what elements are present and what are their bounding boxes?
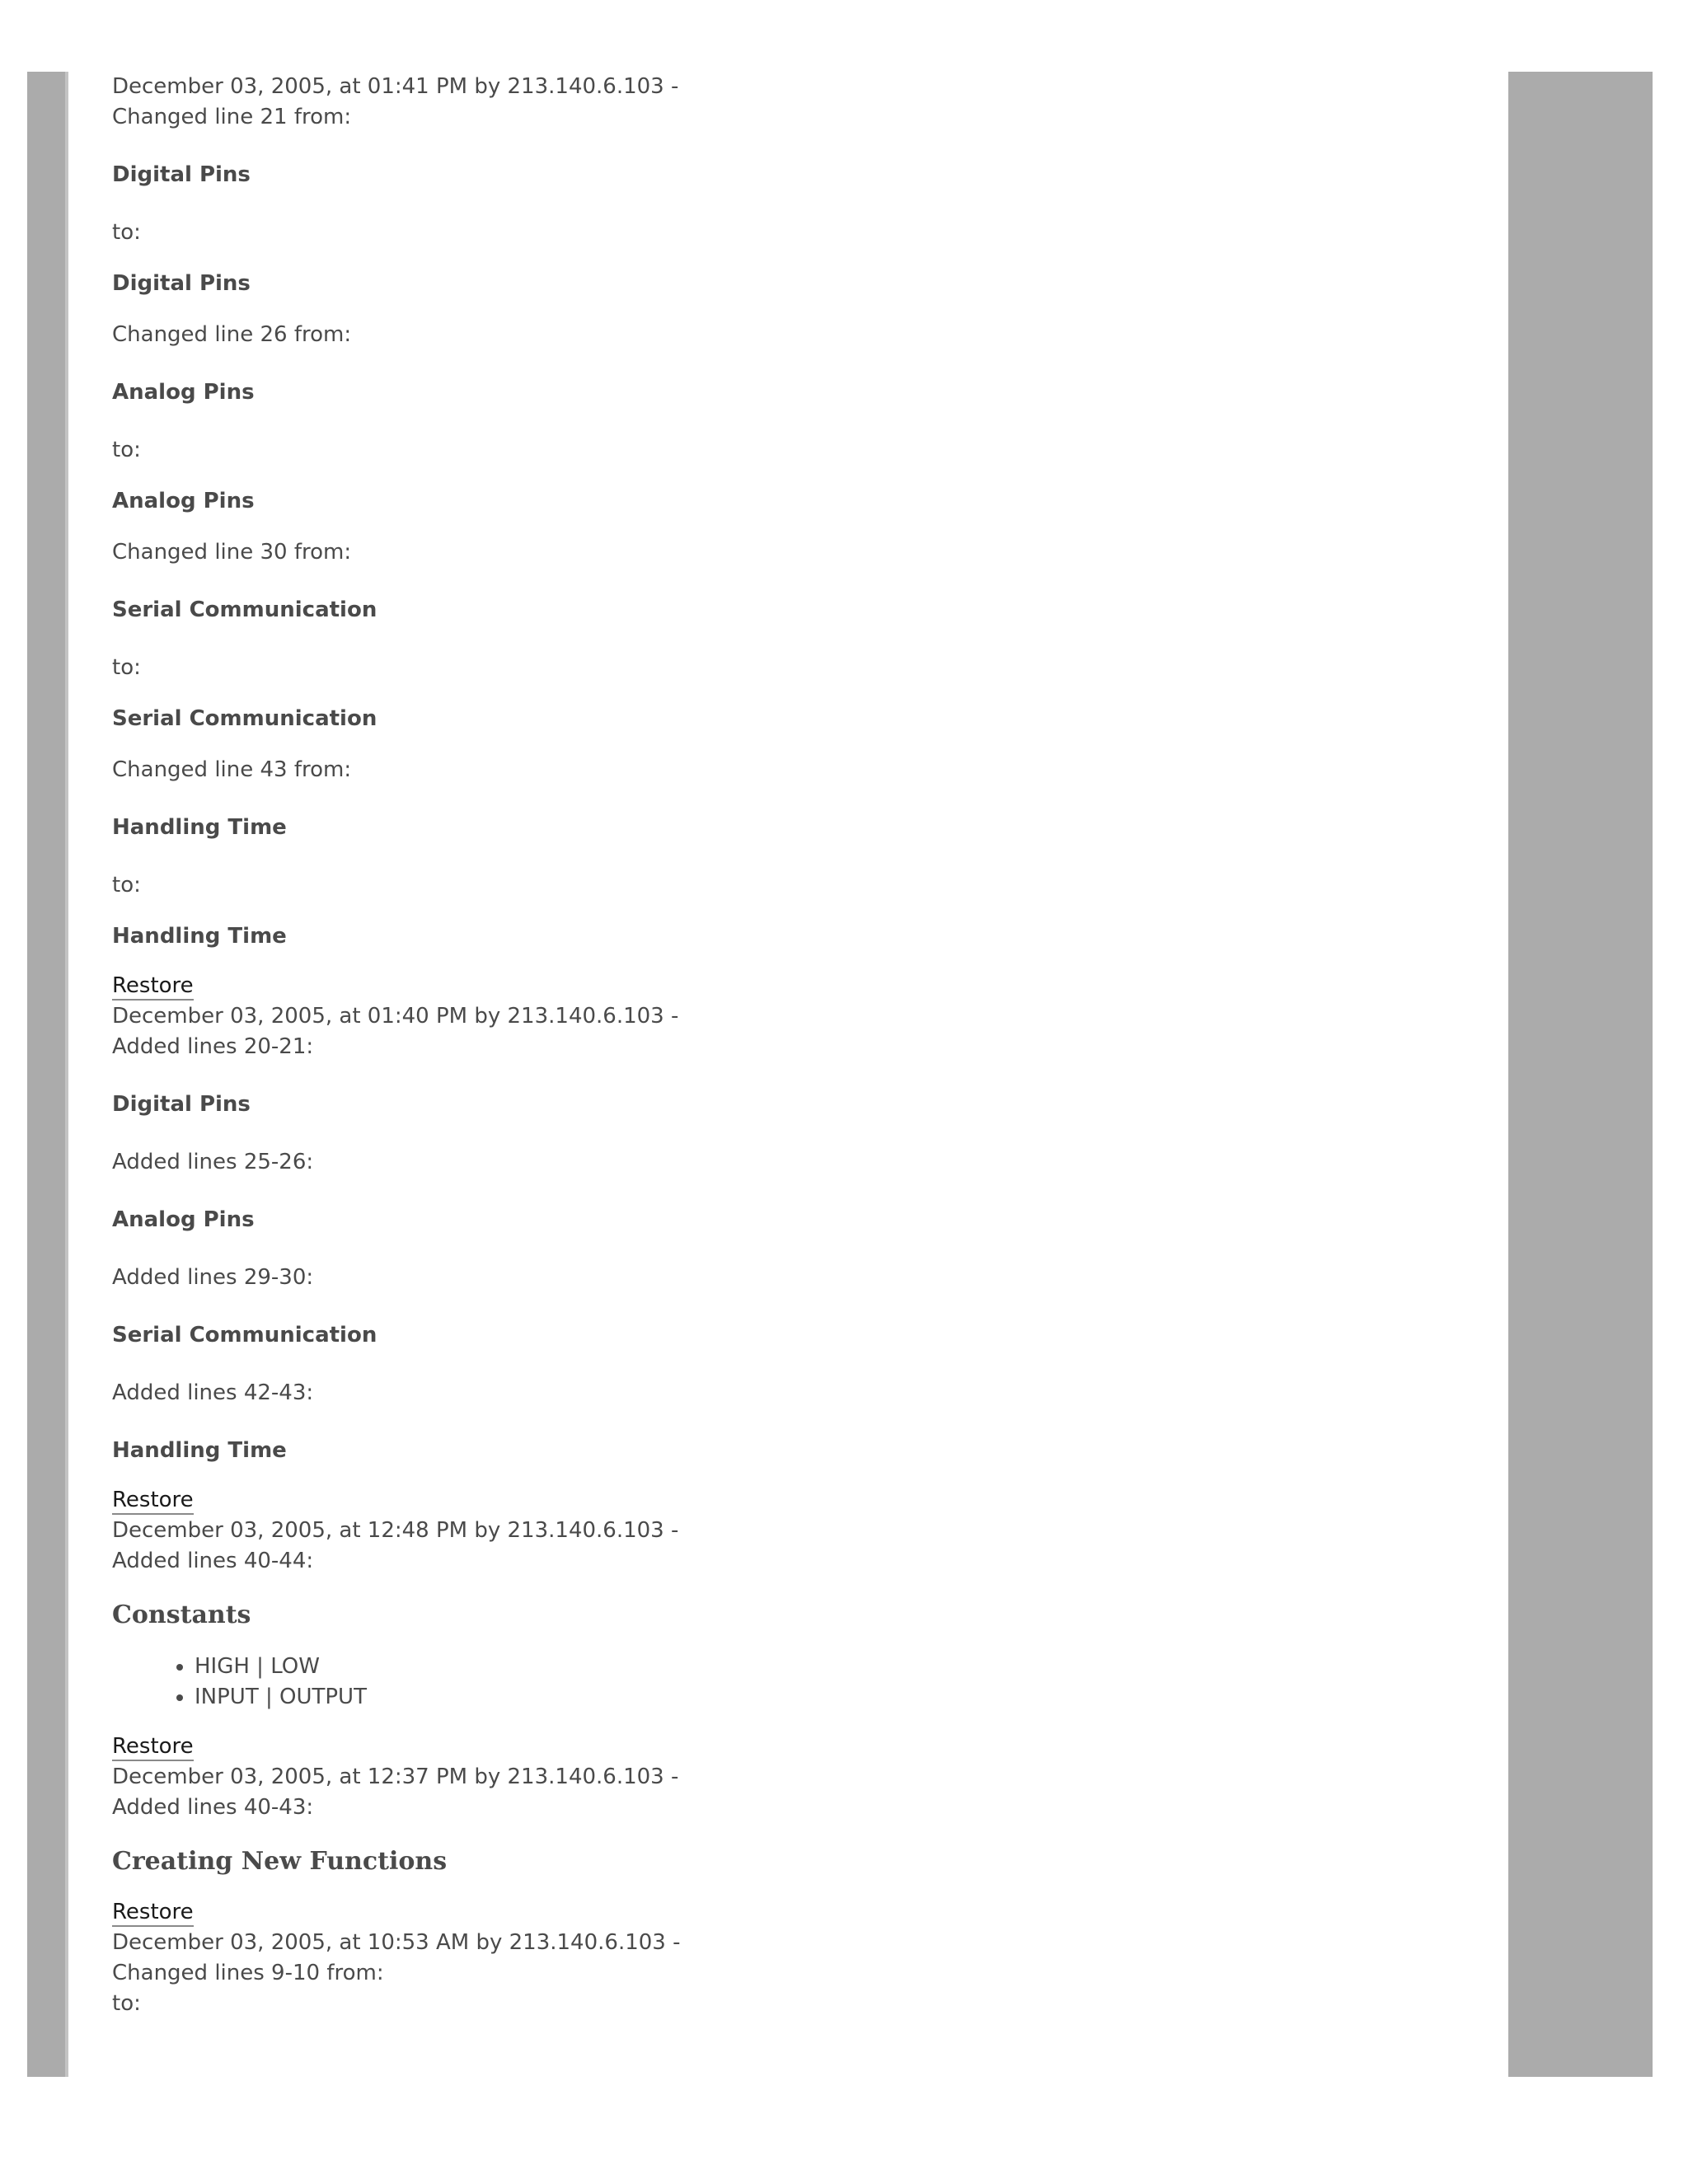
- diff-label: Changed line 30 from:: [112, 540, 352, 565]
- diff-value: Digital Pins: [112, 1092, 251, 1117]
- diff-label: to:: [112, 220, 141, 245]
- history-entry: [112, 1762, 1480, 1928]
- diff-value: Digital Pins: [112, 271, 251, 296]
- diff-label: Changed lines 9-10 from:: [112, 1961, 384, 1985]
- diff-value: Handling Time: [112, 815, 287, 840]
- diff-label: Changed line 26 from:: [112, 322, 352, 347]
- history-entry: [112, 72, 1480, 1001]
- diff-label: to:: [112, 873, 141, 898]
- diff-value: Analog Pins: [112, 489, 255, 513]
- left-sidebar-bar: [27, 72, 68, 2077]
- diff-label: to:: [112, 438, 141, 462]
- diff-label: to:: [112, 1991, 141, 2016]
- diff-label: Added lines 42-43:: [112, 1380, 314, 1405]
- diff-value: Handling Time: [112, 924, 287, 949]
- right-sidebar-bar: [1508, 72, 1653, 2077]
- diff-label: Added lines 29-30:: [112, 1265, 314, 1290]
- diff-label: Added lines 40-44:: [112, 1549, 314, 1573]
- section-heading: Constants: [112, 1601, 251, 1629]
- diff-label: Added lines 25-26:: [112, 1150, 314, 1174]
- entry-meta: December 03, 2005, at 01:41 PM by 213.140.6.103 -: [112, 74, 679, 99]
- entry-meta: December 03, 2005, at 12:37 PM by 213.140.6.103 -: [112, 1765, 679, 1789]
- diff-label: to:: [112, 655, 141, 680]
- restore-link[interactable]: Restore: [112, 972, 194, 1001]
- entry-meta: December 03, 2005, at 12:48 PM by 213.140.6.103 -: [112, 1518, 679, 1543]
- history-entry: [112, 1001, 1480, 1516]
- diff-label: Added lines 40-43:: [112, 1795, 314, 1820]
- history-entry: [112, 1516, 1480, 1762]
- diff-value: Serial Communication: [112, 1323, 377, 1347]
- restore-link[interactable]: Restore: [112, 1733, 194, 1761]
- diff-value: Handling Time: [112, 1438, 287, 1463]
- diff-label: Added lines 20-21:: [112, 1034, 314, 1059]
- history-entry: [112, 1928, 1480, 2019]
- page-history-content: [112, 72, 1480, 2019]
- list-item: • HIGH | LOW: [195, 1652, 1480, 1682]
- diff-value: Analog Pins: [112, 380, 255, 405]
- diff-label: Changed line 43 from:: [112, 757, 352, 782]
- entry-meta: December 03, 2005, at 01:40 PM by 213.140.6.103 -: [112, 1004, 679, 1029]
- diff-value: Analog Pins: [112, 1207, 255, 1232]
- constants-list: [112, 1652, 1480, 1713]
- diff-label: Changed line 21 from:: [112, 105, 352, 129]
- restore-link[interactable]: Restore: [112, 1487, 194, 1515]
- section-heading: Creating New Functions: [112, 1847, 448, 1876]
- list-item: • INPUT | OUTPUT: [195, 1682, 1480, 1713]
- diff-value: Serial Communication: [112, 598, 377, 622]
- restore-link[interactable]: Restore: [112, 1899, 194, 1927]
- entry-meta: December 03, 2005, at 10:53 AM by 213.140.6.103 -: [112, 1930, 681, 1955]
- diff-value: Digital Pins: [112, 162, 251, 187]
- diff-value: Serial Communication: [112, 706, 377, 731]
